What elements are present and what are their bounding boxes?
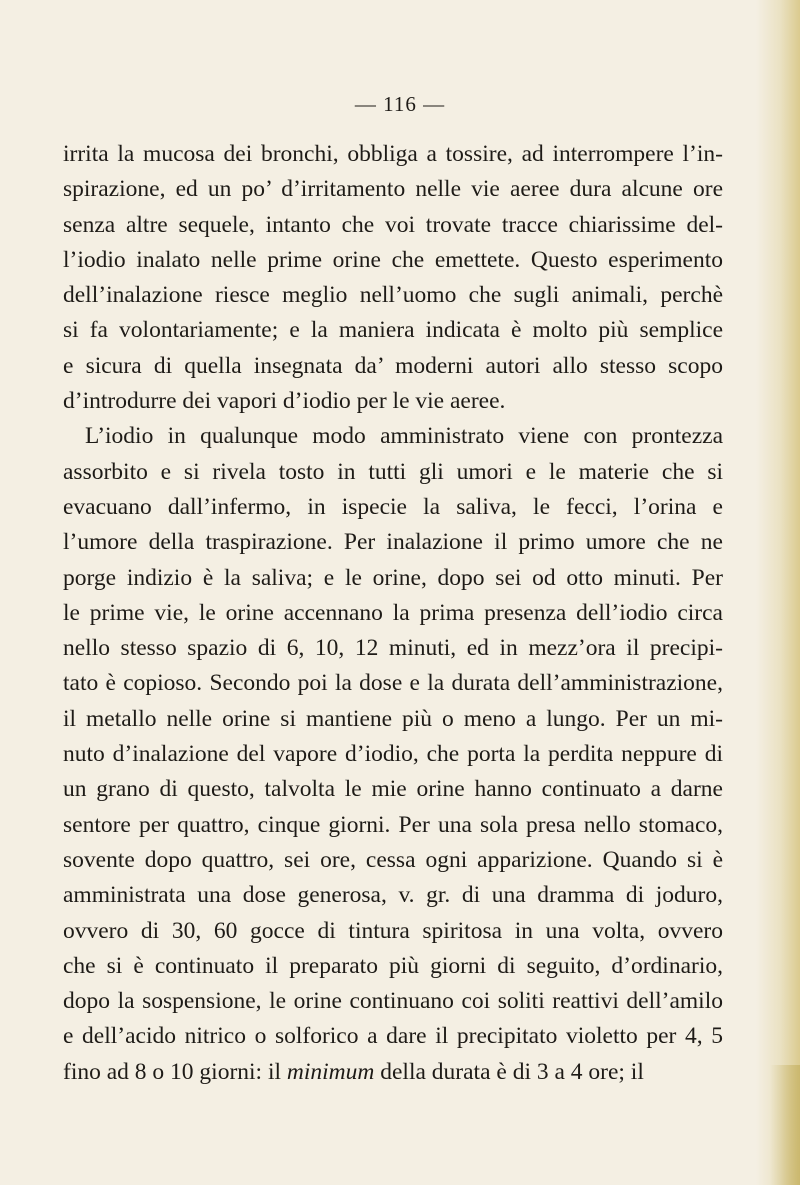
body-text xyxy=(63,137,723,1090)
text-line: ovvero di 30, 60 gocce di tintura spiritosa in una volta, ovvero xyxy=(63,917,723,944)
text-line: e sicura di quella insegnata da’ moderni autori allo stesso scopo xyxy=(63,352,723,379)
text-line: che si è continuato il preparato più giorni di seguito, d’ordinario, xyxy=(63,952,723,979)
text-line: e dell’acido nitrico o solforico a dare il precipitato violetto per 4, 5 xyxy=(63,1023,723,1050)
text-line-final xyxy=(63,1055,723,1090)
text-line: dell’inalazione riesce meglio nell’uomo che sugli animali, perchè xyxy=(63,282,723,309)
final-line-before: fino ad 8 o 10 giorni: il xyxy=(63,1058,287,1085)
page-edge-stain xyxy=(756,0,800,1185)
text-line: sovente dopo quattro, sei ore, cessa ogni apparizione. Quando si è xyxy=(63,846,723,873)
text-line: nuto d’inalazione del vapore d’iodio, che porta la perdita neppure di xyxy=(63,741,723,768)
text-line: amministrata una dose generosa, v. gr. di una dramma di joduro, xyxy=(63,882,723,909)
text-line: il metallo nelle orine si mantiene più o meno a lungo. Per un mi- xyxy=(63,705,723,732)
text-line: L’iodio in qualunque modo amministrato viene con prontezza xyxy=(85,423,723,450)
page-corner-stain xyxy=(770,1065,800,1185)
text-line: evacuano dall’infermo, in ispecie la saliva, le fecci, l’orina e xyxy=(63,493,723,520)
final-line-italic: minimum xyxy=(286,1058,375,1085)
text-line: l’iodio inalato nelle prime orine che emettete. Questo esperimento xyxy=(63,246,723,273)
text-line: l’umore della traspirazione. Per inalazione il primo umore che ne xyxy=(63,529,723,556)
page-number-header: — 116 — xyxy=(354,92,446,116)
text-line: spirazione, ed un po’ d’irritamento nelle vie aeree dura alcune ore xyxy=(63,176,723,203)
final-line-after: della durata è di 3 a 4 ore; il xyxy=(374,1058,644,1085)
text-line: nello stesso spazio di 6, 10, 12 minuti, ed in mezz’ora il precipi- xyxy=(63,635,723,662)
text-line: sentore per quattro, cinque giorni. Per una sola presa nello stomaco, xyxy=(63,811,723,838)
text-line: irrita la mucosa dei bronchi, obbliga a tossire, ad interrompere l’in- xyxy=(63,141,723,167)
text-line: d’introdurre dei vapori d’iodio per le vie aeree. xyxy=(63,388,506,415)
text-line: assorbito e si rivela tosto in tutti gli umori e le materie che si xyxy=(63,458,723,485)
text-line: senza altre sequele, intanto che voi trovate tracce chiarissime del- xyxy=(63,211,723,238)
text-line: si fa volontariamente; e la maniera indicata è molto più semplice xyxy=(63,317,723,344)
text-line: un grano di questo, talvolta le mie orine hanno continuato a darne xyxy=(63,776,723,803)
text-line: le prime vie, le orine accennano la prima presenza dell’iodio circa xyxy=(63,599,723,626)
text-line: tato è copioso. Secondo poi la dose e la durata dell’amministrazione, xyxy=(63,670,723,697)
text-line: porge indizio è la saliva; e le orine, dopo sei od otto minuti. Per xyxy=(63,564,723,591)
text-line: dopo la sospensione, le orine continuano coi soliti reattivi dell’amilo xyxy=(63,988,723,1015)
